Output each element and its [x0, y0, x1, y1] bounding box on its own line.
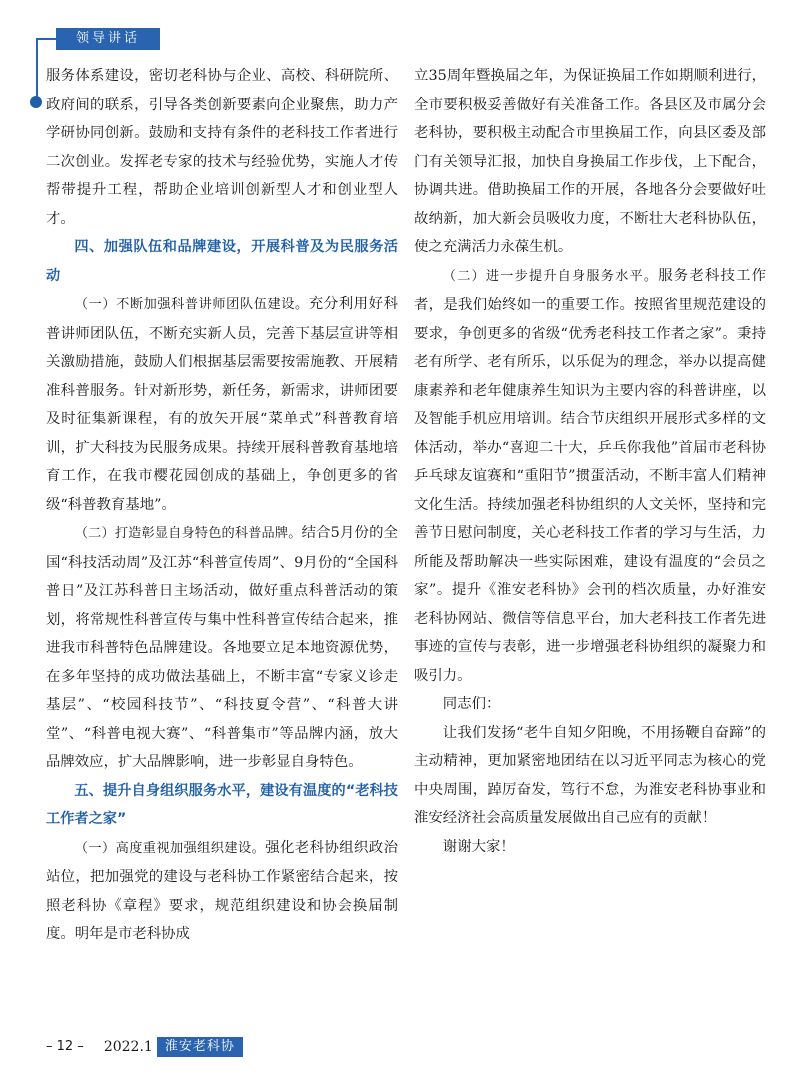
- paragraph: [414, 262, 766, 691]
- section-heading: 四、加强队伍和品牌建设，开展科普及为民服务活动: [46, 239, 398, 284]
- paragraph: [46, 519, 398, 777]
- paragraph: [46, 290, 398, 519]
- paragraph: [46, 834, 398, 949]
- left-column: [46, 62, 398, 949]
- subheading: （一）不断加强科普讲师团队伍建设。: [74, 297, 309, 312]
- page-number: – 12 –: [46, 1039, 84, 1054]
- closing: 谢谢大家！: [442, 838, 515, 855]
- paragraph: 服务体系建设，密切老科协与企业、高校、科研院所、政府间的联系，引导各类创新要素向企业聚焦，助力产学研协同创新。鼓励和支持有条件的老科技工作者进行二次创业。发挥老专家的技术与经验优势，实施人才传帮带提升工程，帮助企业培训创新型人才和创业型人才。: [46, 68, 398, 227]
- section-tab: 领导讲话: [56, 28, 160, 50]
- subheading: （二）打造彰显自身特色的科普品牌。: [74, 526, 302, 541]
- margin-decor-line: [36, 38, 38, 100]
- paragraph: 让我们发扬“老牛自知夕阳晚，不用扬鞭自奋蹄”的主动精神，更加紧密地团结在以习近平同志为核心的党中央周围，踔厉奋发，笃行不怠，为淮安老科协事业和淮安经济社会高质量发展做出自己应有的贡献！: [414, 724, 766, 826]
- paragraph-text: 充分利用好科普讲师团队伍，不断充实新人员，完善下基层宣讲等相关激励措施，鼓励人们根据基层需要按需施教、开展精准科普服务。针对新形势，新任务，新需求，讲师团要及时征集新课程，有的放矢开展“菜单式”科普教育培训，扩大科技为民服务成果。持续开展科普教育基地培育工作，在我市樱花园创成的基础上，争创更多的省级“科普教育基地”。: [46, 296, 398, 513]
- issue-number: 2022.1: [103, 1039, 153, 1055]
- paragraph-text: 服务老科技工作者，是我们始终如一的重要工作。按照省里规范建设的要求，争创更多的省级“优秀老科技工作者之家”。秉持老有所学、老有所乐，以乐促为的理念，举办以提高健康素养和老年健康养生知识为主要内容的科普讲座，以及智能手机应用培训。结合节庆组织开展形式多样的文体活动，举办“喜迎二十大，乒乓你我他”首届市老科协乒乓球友谊赛和“重阳节”掼蛋活动，不断丰富人们精神文化生活。持续加强老科协组织的人文关怀，坚持和完善节日慰问制度，关心老科技工作者的学习与生活，力所能及帮助解决一些实际困难，建设有温度的“会员之家”。提升《淮安老科协》会刊的档次质量，办好淮安老科协网站、微信等信息平台，加大老科技工作者先进事迹的宣传与表彰，进一步增强老科协组织的凝聚力和吸引力。: [414, 267, 766, 684]
- magazine-name: 淮安老科协: [157, 1037, 243, 1057]
- section-heading: 五、提升自身组织服务水平，建设有温度的“老科技工作者之家”: [46, 782, 398, 827]
- paragraph-text: 强化老科协组织政治站位，把加强党的建设与老科协工作紧密结合起来，按照老科协《章程》要求，规范组织建设和协会换届制度。明年是市老科协成: [46, 839, 398, 942]
- page-footer: [46, 1036, 243, 1058]
- salutation: 同志们：: [442, 696, 501, 712]
- subheading: （一）高度重视加强组织建设。: [74, 840, 266, 856]
- subheading: （二）进一步提升自身服务水平。: [442, 268, 659, 284]
- margin-decor-dot: [30, 96, 42, 108]
- right-column: [414, 62, 766, 861]
- paragraph-text: 结合5月份的全国“科技活动周”及江苏“科普宣传周”、9月份的“全国科普日”及江苏科普日主场活动，做好重点科普活动的策划，将常规性科普宣传与集中性科普宣传结合起来，推进我市科普特色品牌建设。各地要立足本地资源优势，在多年坚持的成功做法基础上，不断丰富“专家义诊走基层”、“校园科技节”、“科技夏令营”、“科普大讲堂”、“科普电视大赛”、“科普集市”等品牌内涵，放大品牌效应，扩大品牌影响，进一步彰显自身特色。: [46, 525, 399, 770]
- paragraph: 立35周年暨换届之年，为保证换届工作如期顺利进行，全市要积极妥善做好有关准备工作。各县区及市属分会老科协，要积极主动配合市里换届工作，向县区委及部门有关领导汇报，加快自身换届工作步伐，上下配合，协调共进。借助换届工作的开展，各地各分会要做好吐故纳新，加大新会员吸收力度，不断壮大老科协队伍，使之充满活力永葆生机。: [414, 68, 766, 255]
